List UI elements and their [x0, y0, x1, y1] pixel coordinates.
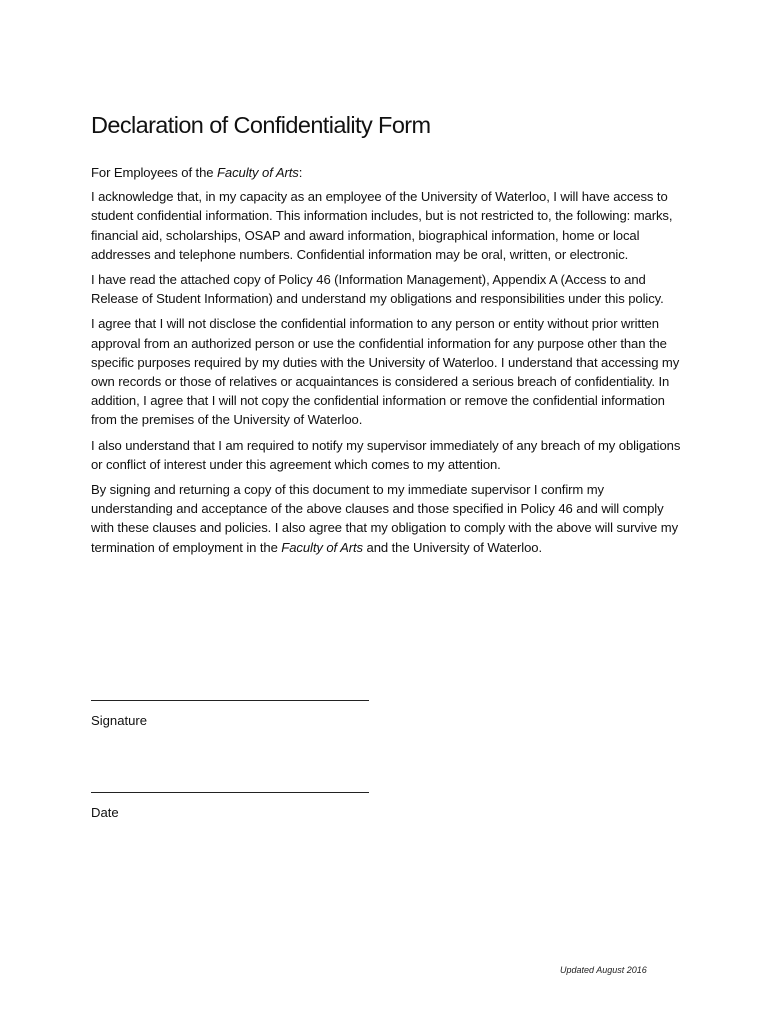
date-label: Date [91, 805, 119, 820]
intro-suffix: : [298, 165, 303, 180]
acceptance-text-1: By signing and returning a copy of this document to my immediate supervisor I confirm my understanding and acceptance of the above clauses and those specified in Policy 46 and will comply with these clauses and policies. I also agree that my obligation to comply with the above will survive my termination of employment in the [91, 482, 679, 555]
paragraph-access: I acknowledge that, in my capacity as an employee of the University of Waterloo, I will have access to student confidential information. This information includes, but is not restricted to, the following: marks, financial aid, scholarships, OSAP and award information, biographical information, home or local addresses and telephone numbers. Confidential information may be oral, written, or electronic. [91, 189, 673, 262]
paragraph-acceptance [91, 480, 686, 557]
signature-label: Signature [91, 713, 148, 728]
acceptance-text-2: and the University of Waterloo. [363, 539, 542, 555]
acceptance-faculty: Faculty of Arts [281, 539, 363, 555]
paragraph-notify: I also understand that I am required to notify my supervisor immediately of any breach of my obligations or conflict of interest under this agreement which comes to my attention. [91, 437, 681, 472]
intro-faculty: Faculty of Arts [217, 165, 299, 180]
intro-line [91, 163, 686, 182]
form-body [91, 163, 686, 563]
updated-footer: Updated August 2016 [560, 965, 647, 975]
form-title: Declaration of Confidentiality Form [91, 112, 431, 138]
paragraph-nondisclosure: I agree that I will not disclose the confidential information to any person or entity without prior written approval from an authorized person or use the confidential information for any purpose other than the specific purposes required by my duties with the University of Waterloo. I understand that accessing my own records or those of relatives or acquaintances is considered a serious breach of confidentiality. In addition, I agree that I will not copy the confidential information or remove the confidential information from the premises of the University of Waterloo. [91, 316, 680, 428]
intro-prefix: For Employees of the [91, 165, 217, 180]
signature-line[interactable] [91, 700, 369, 701]
date-line[interactable] [91, 792, 369, 793]
paragraph-policy: I have read the attached copy of Policy 46 (Information Management), Appendix A (Access to and Release of Student Information) and understand my obligations and responsibilities under this policy. [91, 272, 664, 307]
